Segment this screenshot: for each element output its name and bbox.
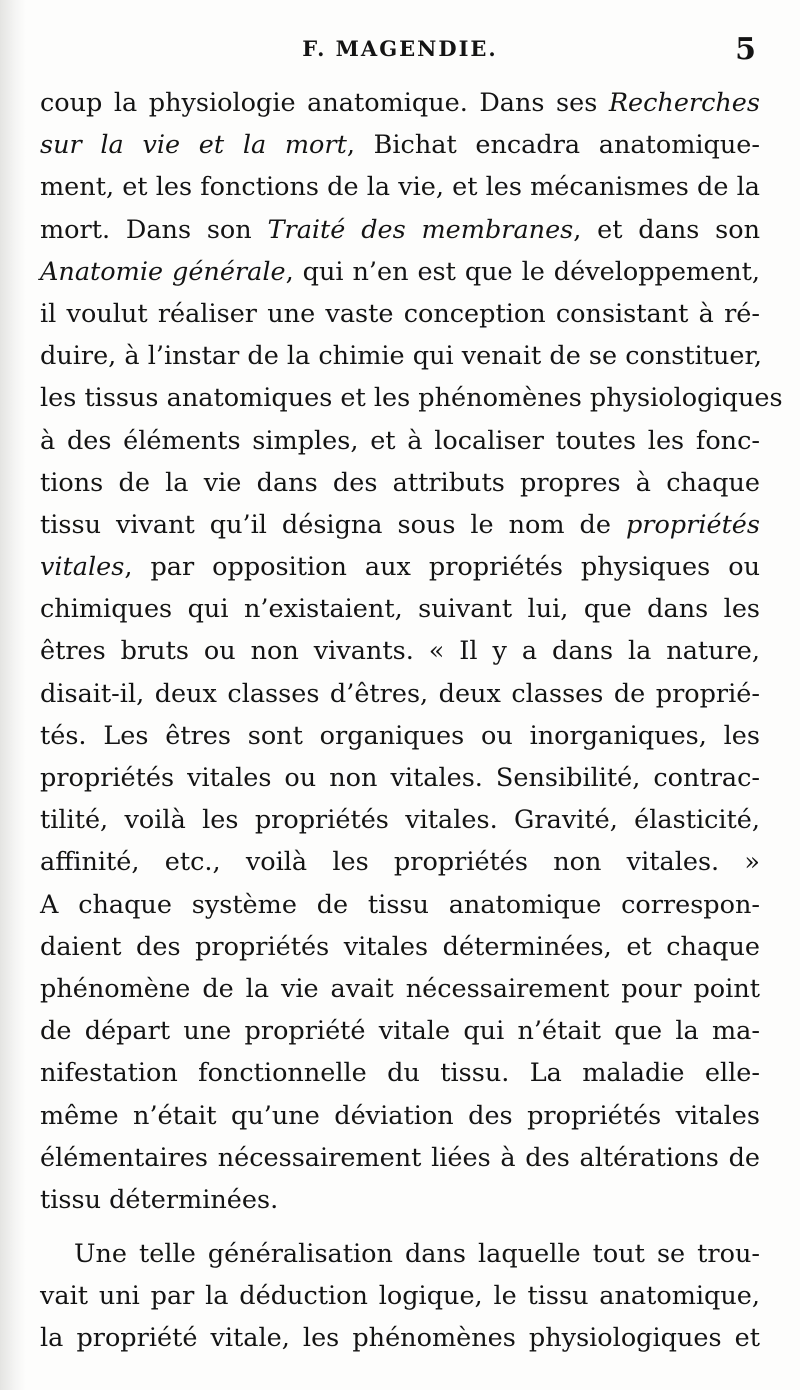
text-line [40, 166, 760, 208]
text-line [40, 1233, 760, 1275]
text-run: la propriété vitale, les phénomènes physiologiques et [40, 1323, 760, 1354]
text-line [40, 588, 760, 630]
text-line [40, 1095, 760, 1137]
body-text [40, 82, 783, 1360]
italic-run: sur la vie et la mort [40, 130, 347, 161]
text-run: à des éléments simples, et à localiser toutes les fonc- [40, 425, 760, 456]
text-run: élémentaires nécessairement liées à des altérations de [40, 1142, 760, 1173]
text-run: même n’était qu’une déviation des propriétés vitales [40, 1100, 760, 1131]
text-run: ment, et les fonctions de la vie, et les mécanismes de la [40, 172, 760, 203]
text-line [40, 293, 760, 335]
text-run: tions de la vie dans des attributs propres à chaque [40, 467, 760, 498]
text-line [40, 1317, 760, 1359]
text-run: , Bichat encadra anatomique- [346, 130, 761, 161]
text-run: il voulut réaliser une vaste conception consistant à ré- [40, 298, 760, 329]
italic-run: Traité des membranes [267, 214, 574, 245]
text-line [40, 335, 760, 377]
text-line [40, 630, 760, 672]
text-run: coup la physiologie anatomique. Dans ses [40, 88, 609, 118]
text-line [40, 377, 783, 419]
text-run: les tissus anatomiques et les phénomènes physiologiques [40, 383, 783, 414]
text-line [40, 968, 760, 1010]
text-run: tilité, voilà les propriétés vitales. Gravité, élasticité, [40, 805, 760, 836]
italic-run: propriétés [625, 509, 760, 540]
text-line [40, 82, 760, 124]
text-run: , qui n’en est que le développement, [285, 256, 760, 287]
text-line [40, 209, 760, 251]
text-line [40, 1275, 760, 1317]
italic-run: Recherches [608, 88, 760, 118]
italic-run: Anatomie générale [40, 256, 286, 287]
text-run: mort. Dans son [40, 214, 268, 245]
italic-run: vitales [40, 552, 125, 583]
text-line [40, 251, 760, 293]
text-line [40, 884, 760, 926]
text-line [40, 673, 760, 715]
text-line [40, 757, 760, 799]
text-run: affinité, etc., voilà les propriétés non vitales. » [40, 847, 760, 878]
text-run: daient des propriétés vitales déterminées, et chaque [40, 931, 760, 962]
text-line [40, 1179, 760, 1221]
text-line [40, 546, 760, 588]
text-line [40, 504, 760, 546]
text-run: de départ une propriété vitale qui n’était que la ma- [40, 1016, 760, 1047]
text-line [40, 926, 760, 968]
text-run: , par opposition aux propriétés physiques ou [124, 552, 760, 583]
text-line [40, 124, 760, 166]
text-run: A chaque système de tissu anatomique correspon- [40, 889, 760, 920]
paragraph-gap [40, 1221, 760, 1233]
text-line [40, 1010, 760, 1052]
text-line [40, 462, 760, 504]
page-number: 5 [735, 32, 756, 67]
text-run: tissu vivant qu’il désigna sous le nom de [40, 509, 626, 540]
running-title: F. MAGENDIE. [302, 36, 498, 61]
text-line [40, 1052, 760, 1094]
text-run: propriétés vitales ou non vitales. Sensibilité, contrac- [40, 763, 760, 793]
text-run: vait uni par la déduction logique, le tissu anatomique, [40, 1281, 760, 1312]
running-head [40, 32, 760, 68]
text-run: , et dans son [573, 214, 760, 245]
text-run: chimiques qui n’existaient, suivant lui, que dans les [40, 594, 760, 625]
text-line [40, 715, 760, 757]
text-line [40, 420, 760, 462]
text-run: disait-il, deux classes d’êtres, deux classes de proprié- [40, 678, 760, 709]
text-run: êtres bruts ou non vivants. « Il y a dans la nature, [40, 636, 760, 667]
text-line [40, 799, 760, 841]
text-run: tissu déterminées. [40, 1184, 279, 1215]
text-line [40, 841, 760, 883]
text-run: Une telle généralisation dans laquelle tout se trou- [74, 1239, 760, 1270]
text-run: phénomène de la vie avait nécessairement pour point [40, 973, 760, 1004]
text-run: tés. Les êtres sont organiques ou inorganiques, les [40, 720, 760, 751]
text-line [40, 1137, 760, 1179]
text-run: nifestation fonctionnelle du tissu. La maladie elle- [40, 1058, 760, 1089]
page-gutter-shadow [0, 0, 26, 1390]
text-run: duire, à l’instar de la chimie qui venait de se constituer, [40, 341, 762, 372]
